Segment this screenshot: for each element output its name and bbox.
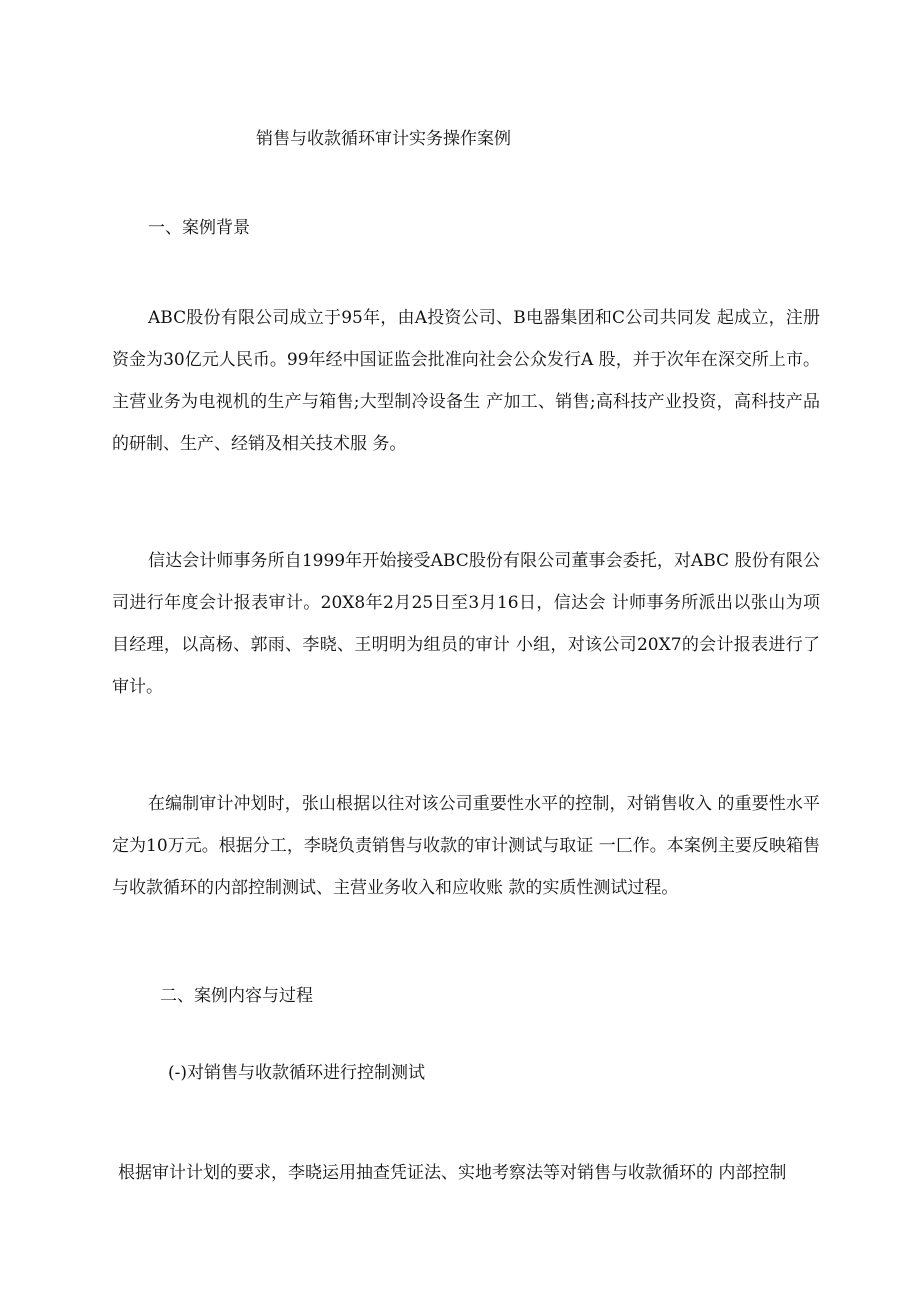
paragraph-company-intro: ABC股份有限公司成立于95年，由A投资公司、B电器集团和C公司共同发 起成立，注册资金为30亿元人民币。99年经中国证监会批准向社会公众发行A 股，并于次年在深交所上市。主营业务为电视机的生产与箱售;大型制冷设备生 产加工、销售;高科技产业投资，高科技产品的研制、生产、经销及相关技术服 务。 [112, 308, 820, 454]
subsection-heading-control-test: (-)对销售与收款循环进行控制测试 [168, 1063, 426, 1083]
document-title: 销售与收款循环审计实务操作案例 [256, 129, 511, 149]
section-heading-content-process: 二、案例内容与过程 [160, 986, 313, 1006]
paragraph-audit-engagement: 信达会计师事务所自1999年开始接受ABC股份有限公司董事会委托，对ABC 股份有限公司进行年度会计报表审计。20X8年2月25日至3月16日，信达会 计师事务所派出以张山为项目经理，以高杨、郭雨、李晓、王明明为组员的审计 小组，对该公司20X7的会计报表进行了审计。 [112, 551, 820, 697]
section-heading-background: 一、案例背景 [148, 218, 250, 238]
paragraph-audit-plan: 根据审计计划的要求，李晓运用抽查凭证法、实地考察法等对销售与收款循环的 内部控制 [118, 1163, 787, 1183]
paragraph-materiality: 在编制审计冲划时，张山根据以往对该公司重要性水平的控制，对销售收入 的重要性水平定为10万元。根据分工，李晓负责销售与收款的审计测试与取证 一匚作。本案例主要反映箱售与收款循环的内部控制测试、主营业务收入和应收账 款的实质性测试过程。 [112, 794, 820, 898]
